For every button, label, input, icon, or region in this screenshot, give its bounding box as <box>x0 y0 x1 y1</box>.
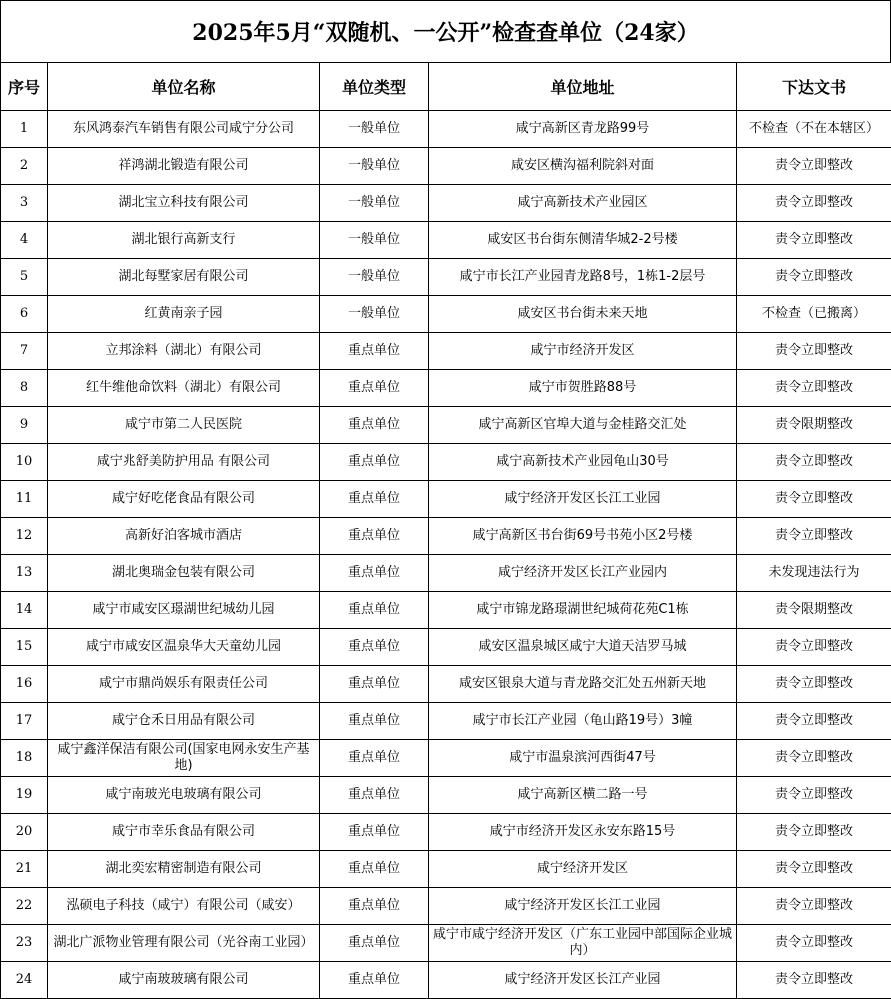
cell-unit-address: 咸安区温泉城区咸宁大道天洁罗马城 <box>429 629 737 666</box>
cell-document: 责令立即整改 <box>737 518 891 555</box>
cell-unit-address: 咸宁高新技术产业园龟山30号 <box>429 444 737 481</box>
cell-unit-name: 湖北宝立科技有限公司 <box>48 185 320 222</box>
cell-unit-name: 咸宁市鼎尚娱乐有限责任公司 <box>48 666 320 703</box>
table-row <box>1 259 891 296</box>
table-row <box>1 925 891 962</box>
cell-document: 责令立即整改 <box>737 148 891 185</box>
cell-index: 23 <box>1 925 48 962</box>
header-document: 下达文书 <box>737 63 891 111</box>
cell-unit-type: 一般单位 <box>320 111 429 148</box>
cell-unit-address: 咸宁经济开发区长江产业园内 <box>429 555 737 592</box>
cell-document: 责令立即整改 <box>737 740 891 777</box>
table-row <box>1 703 891 740</box>
header-unit-address: 单位地址 <box>429 63 737 111</box>
cell-index: 16 <box>1 666 48 703</box>
cell-unit-type: 重点单位 <box>320 740 429 777</box>
cell-unit-type: 重点单位 <box>320 777 429 814</box>
cell-unit-type: 重点单位 <box>320 407 429 444</box>
cell-unit-name: 咸宁鑫洋保洁有限公司(国家电网永安生产基地) <box>48 740 320 777</box>
header-index: 序号 <box>1 63 48 111</box>
cell-document: 责令立即整改 <box>737 222 891 259</box>
cell-unit-address: 咸宁市咸宁经济开发区（广东工业园中部国际企业城内） <box>429 925 737 962</box>
cell-unit-type: 重点单位 <box>320 481 429 518</box>
table-row <box>1 666 891 703</box>
table-row <box>1 333 891 370</box>
cell-unit-name: 湖北银行高新支行 <box>48 222 320 259</box>
cell-document: 责令立即整改 <box>737 703 891 740</box>
cell-unit-name: 咸宁市第二人民医院 <box>48 407 320 444</box>
cell-unit-name: 湖北奕宏精密制造有限公司 <box>48 851 320 888</box>
table-row <box>1 444 891 481</box>
cell-unit-name: 咸宁兆舒美防护用品 有限公司 <box>48 444 320 481</box>
cell-unit-type: 重点单位 <box>320 888 429 925</box>
table-row <box>1 555 891 592</box>
table-row <box>1 740 891 777</box>
cell-unit-address: 咸宁高新区横二路一号 <box>429 777 737 814</box>
cell-unit-type: 重点单位 <box>320 370 429 407</box>
cell-index: 17 <box>1 703 48 740</box>
cell-unit-name: 咸宁好吃佬食品有限公司 <box>48 481 320 518</box>
cell-unit-name: 湖北奥瑞金包装有限公司 <box>48 555 320 592</box>
cell-unit-name: 湖北每墅家居有限公司 <box>48 259 320 296</box>
cell-index: 4 <box>1 222 48 259</box>
cell-unit-type: 重点单位 <box>320 592 429 629</box>
cell-unit-name: 泓硕电子科技（咸宁）有限公司（咸安） <box>48 888 320 925</box>
cell-unit-name: 红黄南亲子园 <box>48 296 320 333</box>
table-row <box>1 518 891 555</box>
cell-unit-name: 咸宁市幸乐食品有限公司 <box>48 814 320 851</box>
cell-unit-address: 咸安区银泉大道与青龙路交汇处五州新天地 <box>429 666 737 703</box>
cell-index: 13 <box>1 555 48 592</box>
cell-unit-type: 重点单位 <box>320 666 429 703</box>
cell-index: 20 <box>1 814 48 851</box>
table-row <box>1 370 891 407</box>
cell-unit-address: 咸安区书台街未来天地 <box>429 296 737 333</box>
cell-unit-address: 咸宁高新区书台街69号书苑小区2号楼 <box>429 518 737 555</box>
cell-document: 未发现违法行为 <box>737 555 891 592</box>
cell-document: 责令立即整改 <box>737 777 891 814</box>
cell-unit-address: 咸宁市长江产业园（龟山路19号）3幢 <box>429 703 737 740</box>
cell-index: 12 <box>1 518 48 555</box>
cell-document: 责令立即整改 <box>737 185 891 222</box>
cell-unit-name: 咸宁市咸安区温泉华大天童幼儿园 <box>48 629 320 666</box>
cell-unit-name: 咸宁市咸安区璟湖世纪城幼儿园 <box>48 592 320 629</box>
cell-unit-address: 咸安区书台街东侧清华城2-2号楼 <box>429 222 737 259</box>
cell-index: 9 <box>1 407 48 444</box>
cell-unit-type: 一般单位 <box>320 148 429 185</box>
cell-index: 24 <box>1 962 48 999</box>
cell-unit-name: 红牛维他命饮料（湖北）有限公司 <box>48 370 320 407</box>
cell-index: 8 <box>1 370 48 407</box>
cell-document: 责令立即整改 <box>737 629 891 666</box>
cell-unit-address: 咸宁市贺胜路88号 <box>429 370 737 407</box>
cell-document: 责令立即整改 <box>737 333 891 370</box>
cell-unit-name: 东风鸿泰汽车销售有限公司咸宁分公司 <box>48 111 320 148</box>
table-row <box>1 814 891 851</box>
cell-unit-type: 重点单位 <box>320 851 429 888</box>
cell-unit-type: 重点单位 <box>320 629 429 666</box>
table-row <box>1 296 891 333</box>
cell-index: 14 <box>1 592 48 629</box>
header-unit-name: 单位名称 <box>48 63 320 111</box>
cell-unit-name: 湖北广派物业管理有限公司（光谷南工业园） <box>48 925 320 962</box>
table-row <box>1 592 891 629</box>
cell-unit-address: 咸宁市经济开发区 <box>429 333 737 370</box>
cell-unit-type: 重点单位 <box>320 814 429 851</box>
table-title: 2025年5月“双随机、一公开”检查查单位（24家） <box>0 0 891 62</box>
cell-unit-address: 咸宁经济开发区长江工业园 <box>429 888 737 925</box>
cell-document: 责令限期整改 <box>737 407 891 444</box>
header-unit-type: 单位类型 <box>320 63 429 111</box>
table-row <box>1 777 891 814</box>
cell-document: 责令立即整改 <box>737 259 891 296</box>
cell-index: 6 <box>1 296 48 333</box>
table-row <box>1 851 891 888</box>
cell-document: 责令立即整改 <box>737 962 891 999</box>
cell-unit-address: 咸宁市锦龙路璟湖世纪城荷花苑C1栋 <box>429 592 737 629</box>
table-row <box>1 148 891 185</box>
cell-unit-address: 咸安区横沟福利院斜对面 <box>429 148 737 185</box>
cell-index: 18 <box>1 740 48 777</box>
cell-unit-name: 咸宁南玻玻璃有限公司 <box>48 962 320 999</box>
cell-unit-name: 咸宁南玻光电玻璃有限公司 <box>48 777 320 814</box>
table-row <box>1 111 891 148</box>
cell-unit-type: 一般单位 <box>320 185 429 222</box>
cell-unit-type: 一般单位 <box>320 259 429 296</box>
cell-unit-address: 咸宁经济开发区长江工业园 <box>429 481 737 518</box>
cell-index: 19 <box>1 777 48 814</box>
cell-document: 责令立即整改 <box>737 925 891 962</box>
cell-document: 责令立即整改 <box>737 666 891 703</box>
cell-unit-name: 高新好泊客城市酒店 <box>48 518 320 555</box>
cell-index: 5 <box>1 259 48 296</box>
cell-unit-address: 咸宁高新区官埠大道与金桂路交汇处 <box>429 407 737 444</box>
inspection-table <box>0 62 891 999</box>
cell-index: 3 <box>1 185 48 222</box>
cell-index: 2 <box>1 148 48 185</box>
cell-index: 10 <box>1 444 48 481</box>
cell-unit-type: 重点单位 <box>320 703 429 740</box>
table-row <box>1 629 891 666</box>
cell-document: 不检查（已搬离） <box>737 296 891 333</box>
table-row <box>1 222 891 259</box>
cell-document: 责令立即整改 <box>737 370 891 407</box>
table-row <box>1 481 891 518</box>
cell-unit-address: 咸宁高新技术产业园区 <box>429 185 737 222</box>
cell-unit-name: 咸宁仓禾日用品有限公司 <box>48 703 320 740</box>
cell-unit-type: 重点单位 <box>320 518 429 555</box>
cell-unit-address: 咸宁经济开发区长江产业园 <box>429 962 737 999</box>
cell-unit-type: 重点单位 <box>320 444 429 481</box>
cell-document: 责令限期整改 <box>737 592 891 629</box>
table-row <box>1 888 891 925</box>
cell-index: 1 <box>1 111 48 148</box>
cell-unit-type: 重点单位 <box>320 962 429 999</box>
table-body <box>1 111 891 999</box>
cell-index: 22 <box>1 888 48 925</box>
cell-document: 责令立即整改 <box>737 851 891 888</box>
cell-unit-type: 重点单位 <box>320 925 429 962</box>
cell-unit-type: 一般单位 <box>320 296 429 333</box>
cell-unit-name: 立邦涂料（湖北）有限公司 <box>48 333 320 370</box>
cell-unit-address: 咸宁经济开发区 <box>429 851 737 888</box>
cell-index: 15 <box>1 629 48 666</box>
table-row <box>1 407 891 444</box>
cell-document: 责令立即整改 <box>737 481 891 518</box>
cell-document: 不检查（不在本辖区） <box>737 111 891 148</box>
table-row <box>1 962 891 999</box>
cell-document: 责令立即整改 <box>737 444 891 481</box>
cell-document: 责令立即整改 <box>737 888 891 925</box>
cell-unit-type: 重点单位 <box>320 333 429 370</box>
cell-unit-type: 重点单位 <box>320 555 429 592</box>
cell-unit-address: 咸宁市经济开发区永安东路15号 <box>429 814 737 851</box>
cell-unit-address: 咸宁市温泉滨河西街47号 <box>429 740 737 777</box>
cell-unit-address: 咸宁市长江产业园青龙路8号，1栋1-2层号 <box>429 259 737 296</box>
cell-index: 21 <box>1 851 48 888</box>
cell-document: 责令立即整改 <box>737 814 891 851</box>
cell-unit-name: 祥鸿湖北锻造有限公司 <box>48 148 320 185</box>
cell-unit-type: 一般单位 <box>320 222 429 259</box>
table-row <box>1 185 891 222</box>
cell-unit-address: 咸宁高新区青龙路99号 <box>429 111 737 148</box>
header-row <box>1 63 891 111</box>
cell-index: 7 <box>1 333 48 370</box>
cell-index: 11 <box>1 481 48 518</box>
